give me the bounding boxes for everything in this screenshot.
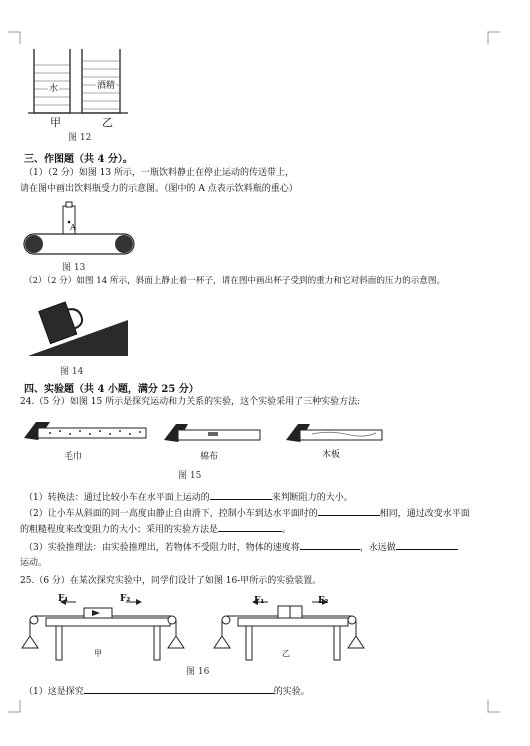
q24-part3-line2: 运动。	[20, 558, 48, 568]
section4-heading: 四、实验题（共 4 小题，满分 25 分）	[24, 384, 199, 395]
fig16-jia-f2: F₂	[120, 594, 131, 604]
fig16-jia-f1: F₁	[58, 594, 69, 604]
q24-blank-1[interactable]	[210, 490, 272, 500]
q25-part1: （1）这是探究 的实验。	[24, 684, 310, 698]
q24-blank-2[interactable]	[318, 506, 380, 516]
fig16-yi-f2: F₂	[318, 596, 329, 606]
fig13-caption: 图 13	[62, 263, 86, 273]
q24-part2-line2: 的粗糙程度来改变阻力的大小；采用的实验方法是 。	[20, 522, 291, 536]
fig12-yi-label: 乙	[102, 116, 113, 129]
q24-part2-line1: （2）让小车从斜面的同一高度由静止自由滑下，控制小车到达水平面时的 相同，通过改变水平面	[24, 506, 470, 520]
figure-14	[24, 292, 134, 360]
q25-intro: 25.（6 分）在某次探究实验中，同学们设计了如图 16-甲所示的实验装置。	[20, 576, 322, 586]
q24-part1: （1）转换法：通过比较小车在水平面上运动的 来判断阻力的大小。	[24, 490, 353, 504]
q25-blank-1[interactable]	[84, 684, 274, 694]
fig12-jia-label: 甲	[50, 116, 61, 129]
fig16-jia-label: 甲	[94, 649, 102, 658]
q2-line: （2）（2 分）如图 14 所示，斜面上静止着一杯子，请在图中画出杯子受到的重力和它对斜面的压力的示意图。	[24, 276, 446, 286]
fig15-label-towel: 毛巾	[64, 452, 83, 462]
q24-intro: 24.（5 分）如图 15 所示是探究运动和力关系的实验，这个实验采用了三种实验方法:	[20, 397, 361, 407]
figure-12	[28, 45, 138, 120]
fig13-point-a: A	[70, 223, 76, 232]
fig16-yi-f1: F₁	[254, 596, 265, 606]
q1-line1: （1）（2 分）如图 13 所示，一瓶饮料静止在停止运动的传送带上，	[24, 168, 294, 178]
q24-blank-4[interactable]	[300, 540, 360, 550]
fig12-water-label: 水	[49, 84, 59, 94]
q24-part3-line1: （3）实验推理法：由实验推理出，若物体不受阻力时，物体的速度将 ，永远做	[24, 540, 458, 554]
fig14-caption: 图 14	[60, 367, 84, 377]
fig12-alcohol-label: 酒精	[97, 81, 116, 91]
fig15-label-cotton: 棉布	[200, 452, 219, 462]
fig16-caption: 图 16	[186, 667, 210, 677]
q1-line2: 请在图中画出饮料瓶受力的示意图。（图中的 A 点表示饮料瓶的重心）	[20, 184, 298, 194]
section3-heading: 三、作图题（共 4 分）。	[24, 154, 133, 165]
figure-15	[20, 418, 380, 452]
fig15-caption: 图 15	[178, 471, 202, 481]
fig16-yi-label: 乙	[282, 649, 290, 658]
q24-blank-3[interactable]	[218, 522, 282, 532]
fig12-caption: 图 12	[68, 133, 92, 143]
fig15-label-wood: 木板	[322, 450, 341, 460]
figure-13	[24, 200, 144, 260]
q24-blank-5[interactable]	[396, 540, 458, 550]
